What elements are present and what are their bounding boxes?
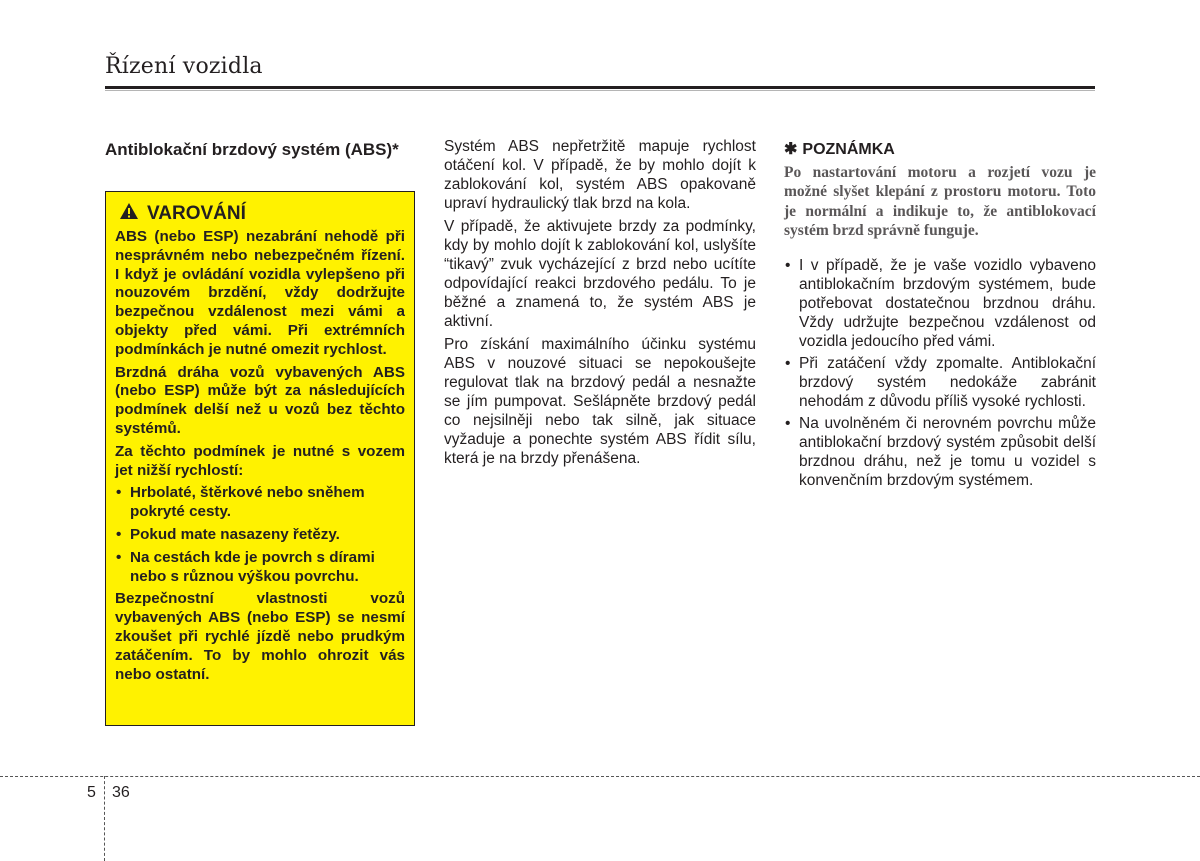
warning-triangle-icon: [119, 202, 139, 226]
warning-paragraph-3: Za těchto podmínek je nutné s vozem jet nižší rychlostí:: [115, 442, 405, 479]
body-paragraph: Systém ABS nepřetržitě mapuje rychlost otáčení kol. V případě, že by mohlo dojít k zablokování kol, systém ABS opakovaně upraví hydraulický tlak brzd na kola.: [444, 138, 756, 212]
warning-paragraph-4: Bezpečnostní vlastnosti vozů vybavených ABS (nebo ESP) se nesmí zkoušet při rychlé jízdě nebo prudkým zatáčením. To by mohlo ohrozit vás nebo ostatní.: [115, 590, 405, 683]
column3-bullet: • Při zatáčení vždy zpomalte. Antiblokační brzdový systém nedokáže zabránit nehodám z důvodu příliš vysoké rychlosti.: [784, 354, 1096, 411]
warning-bullet: • Hrbolaté, štěrkové nebo sněhem pokryté cesty.: [115, 484, 405, 522]
page-number: 36: [112, 784, 130, 801]
warning-bullet: • Pokud mate nasazeny řetězy.: [115, 526, 405, 545]
column3-bullet-list: [784, 256, 1096, 490]
note-text: Po nastartování motoru a rozjetí vozu je možné slyšet klepání z prostoru motoru. Toto je normální a indikuje to, že antiblokovací systém brzd správně funguje.: [784, 164, 1096, 239]
column3-bullet: • I v případě, že je vaše vozidlo vybaveno antiblokačním brzdovým systémem, bude potřebovat dostatečnou brzdnou dráhu. Vždy udržujte bezpečnou vzdálenost od vozidla jedoucího před vámi.: [784, 256, 1096, 351]
column3-bullet: • Na uvolněném či nerovném povrchu může antiblokační brzdový systém způsobit delší brzdnou dráhu, než je tomu u vozidel s konvenčním brzdovým systémem.: [784, 414, 1096, 490]
body-column-2: [444, 137, 756, 472]
header-rule: [105, 86, 1095, 92]
warning-heading: [119, 202, 405, 226]
warning-paragraph-2: Brzdná dráha vozů vybavených ABS (nebo ESP) může být za následujících podmínek delší než u vozů bez těchto systémů.: [115, 363, 405, 437]
warning-title: VAROVÁNÍ: [147, 203, 246, 224]
note-title: POZNÁMKA: [802, 141, 895, 158]
body-paragraph: Pro získání maximálního účinku systému ABS v nouzové situaci se nepokoušejte regulovat tlak na brzdový pedál a nesnažte se jím pumpovat. Sešlápněte brzdový pedál co nejsilněji nebo tak silně, jak situace vyžaduje a ponechte systém ABS řídit sílu, která je na brzdy přenášena.: [444, 336, 756, 467]
warning-bullet: • Na cestách kde je povrch s dírami nebo s různou výškou povrchu.: [115, 549, 405, 587]
section-title: Antiblokační brzdový systém (ABS)*: [105, 140, 399, 159]
asterisk-icon: ✱: [784, 141, 798, 158]
note-heading: [784, 140, 1096, 160]
footer-dashed-rule: [0, 776, 1200, 777]
footer-vertical-dashed-rule: [104, 776, 105, 861]
body-column-3: [784, 140, 1096, 493]
body-paragraph: V případě, že aktivujete brzdy za podmínky, kdy by mohlo dojít k zablokování kol, uslyšíte “tikavý” zvuk vycházející z brzd nebo ucítíte odpovídající reakci brzdového pedálu. To je běžné a znamená to, že systém ABS je aktivní.: [444, 218, 756, 330]
warning-box: [105, 191, 415, 726]
warning-paragraph-1: ABS (nebo ESP) nezabrání nehodě při nesprávném nebo nebezpečném řízení. I když je ovládání vozidla vylepšeno při nouzovém brzdění, vždy dodržujte bezpečnou vzdálenost mezi vámi a objekty před vámi. Při extrémních podmínkách je nutné omezit rychlost.: [115, 228, 405, 358]
warning-bullet-list: [115, 484, 405, 586]
page-header-title: Řízení vozidla: [105, 54, 263, 79]
chapter-number: 5: [87, 784, 96, 801]
